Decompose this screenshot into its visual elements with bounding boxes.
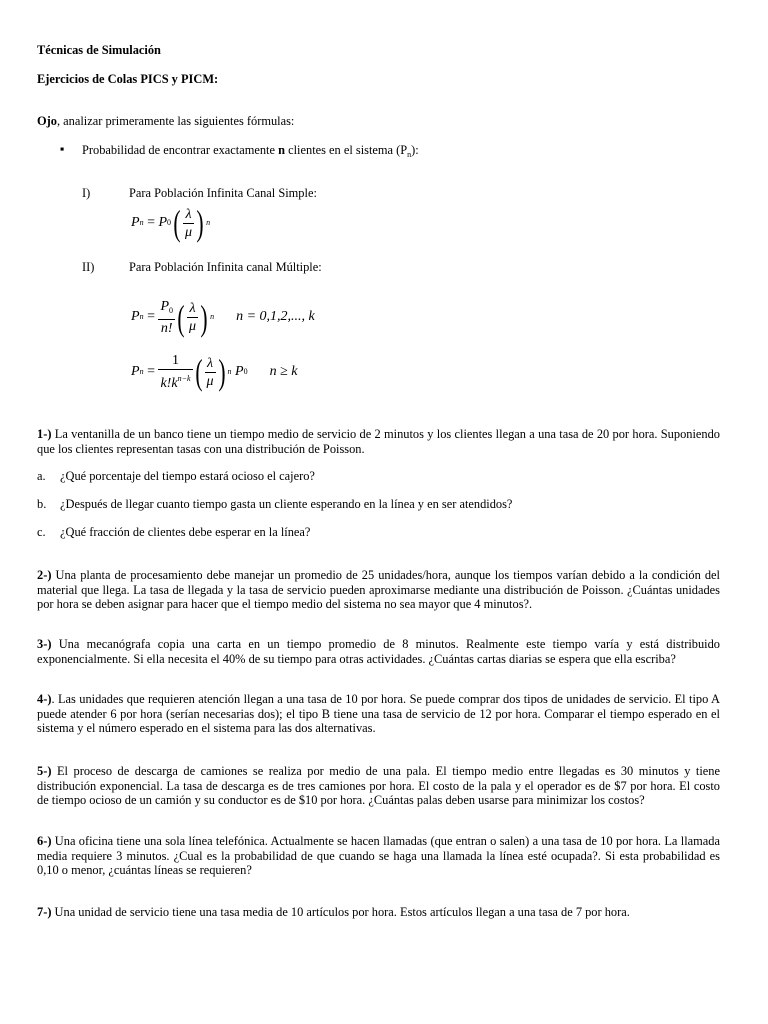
q1-item-a-letter: a.	[37, 469, 46, 483]
q1-item-b-text: ¿Después de llegar cuanto tiempo gasta un cliente esperando en la línea y en ser atendidos?	[60, 497, 513, 511]
question-3: 3-) Una mecanógrafa copia una carta en un tiempo promedio de 8 minutos. Realmente este tiempo varía y está distribuido exponencialmente. Si ella necesita el 40% de su tiempo para otras actividades. ¿Cuántas cartas diarias se espera que ella escriba?	[37, 637, 720, 666]
formula-simple: P n = P 0 ( $\frac{\lambda}{\mu}$ ) n	[131, 203, 211, 243]
formula-multi-1: P n = $\frac{P_0}{n!}$ ( $\frac{\lambda}{\mu}$ ) n n = 0,1,2,..., k	[131, 297, 315, 338]
course-title: Técnicas de Simulación	[37, 43, 161, 57]
q1-item-c-text: ¿Qué fracción de clientes debe esperar en la línea?	[60, 525, 311, 539]
formula-multi-2: P n = $\frac{1}{k!k^{n-k}}$ ( $\frac{\lambda}{\mu}$ ) n P 0 n ≥ k	[131, 352, 298, 392]
exercise-title: Ejercicios de Colas PICS y PICM:	[37, 72, 219, 86]
bullet-square-icon: ▪	[60, 142, 65, 156]
section-i-label: I)	[82, 186, 91, 200]
q1-item-a-text: ¿Qué porcentaje del tiempo estará ocioso el cajero?	[60, 469, 315, 483]
section-ii-text: Para Población Infinita canal Múltiple:	[129, 260, 322, 274]
q1-item-b-letter: b.	[37, 497, 47, 511]
section-i-text: Para Población Infinita Canal Simple:	[129, 186, 317, 200]
question-7: 7-) Una unidad de servicio tiene una tasa media de 10 artículos por hora. Estos artículos llegan a una tasa de 7 por hora.	[37, 905, 630, 919]
section-ii-label: II)	[82, 260, 95, 274]
question-2: 2-) Una planta de procesamiento debe manejar un promedio de 25 unidades/hora, aunque los tiempos varían debido a la condición del material que llega. La tasa de llegada y la tasa de servicio pueden aproximarse mediante una distribución de Poisson. ¿Cuántas unidades por hora se deben asignar para hacer que el tiempo medio del sistema no sea mayor que 4 minutos?.	[37, 568, 720, 612]
question-4: 4-). Las unidades que requieren atención llegan a una tasa de 10 por hora. Se puede comprar dos tipos de unidades de servicio. El tipo A puede atender 6 por hora (serían necesarias dos); el tipo B tiene una tasa de servicio de 12 por hora. Comparar el tiempo esperado en el sistema y el número esperado en el sistema para las dos alternativas.	[37, 692, 720, 736]
question-5: 5-) El proceso de descarga de camiones se realiza por medio de una pala. El tiempo medio entre llegadas es 30 minutos y tiene distribución exponencial. La tasa de descarga es de tres camiones por hora. El costo de la pala y el operador es de $7 por hora. El costo de tiempo ocioso de un camión y su conductor es de $10 por hora. ¿Cuántas palas deben usarse para minimizar los costos?	[37, 764, 720, 808]
bullet-text: Probabilidad de encontrar exactamente n clientes en el sistema $(P_n)$:	[82, 143, 419, 159]
q1-item-c-letter: c.	[37, 525, 46, 539]
question-1: 1-) La ventanilla de un banco tiene un tiempo medio de servicio de 2 minutos y los clientes llegan a una tasa de 20 por hora. Suponiendo que los clientes representan tasas con una distribución de Poisson.	[37, 427, 720, 456]
question-6: 6-) Una oficina tiene una sola línea telefónica. Actualmente se hacen llamadas (que entran o salen) a una tasa de 10 por hora. La llamada media requiere 3 minutos. ¿Cual es la probabilidad de que cuando se haga una llamada la línea esté ocupada?. Si esta probabilidad es 0,10 o menor, ¿cuántas líneas se requieren?	[37, 834, 720, 878]
intro-text: Ojo, analizar primeramente las siguientes fórmulas:	[37, 114, 295, 128]
